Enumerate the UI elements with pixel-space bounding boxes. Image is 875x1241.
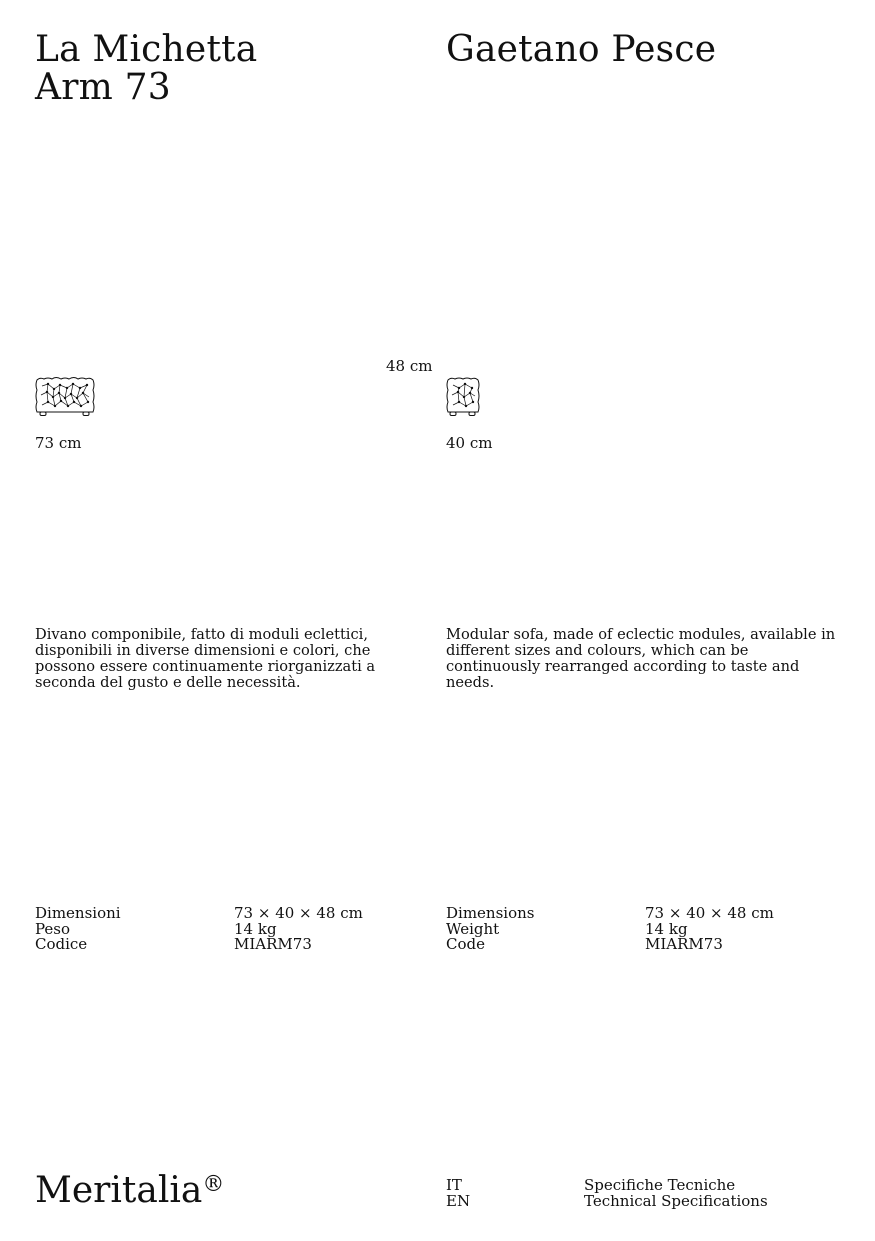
spec-row-dimensions	[35, 905, 435, 921]
designer-name: Gaetano Pesce	[446, 29, 717, 70]
spec-row-code	[446, 936, 846, 952]
depth-dimension-label: 40 cm	[446, 434, 493, 452]
specs-table-en	[446, 905, 846, 955]
spec-label: Code	[446, 935, 485, 953]
spec-value: 73 × 40 × 48 cm	[645, 904, 774, 922]
sofa-module-front-icon	[34, 376, 96, 418]
description-it: Divano componibile, fatto di moduli eclettici, disponibili in diverse dimensioni e colori, che possono essere continuamente riorganizzati a seconda del gusto e delle necessità.	[35, 626, 376, 691]
product-title	[35, 31, 257, 107]
language-label: Specifiche Tecniche	[584, 1176, 736, 1194]
description-en: Modular sofa, made of eclectic modules, available in different sizes and colours, which can be continuously rearranged according to taste and needs.	[446, 626, 836, 691]
brand-name: Meritalia	[35, 1170, 203, 1211]
footer-language-list	[446, 1177, 846, 1211]
footer-language-it	[446, 1177, 846, 1193]
spec-value: 73 × 40 × 48 cm	[234, 904, 363, 922]
brand-logo	[35, 1172, 224, 1210]
height-dimension-label: 48 cm	[386, 357, 433, 375]
spec-label: Peso	[35, 919, 71, 938]
product-model: Arm 73	[35, 67, 171, 108]
spec-value: MIARM73	[234, 935, 312, 953]
footer-language-en	[446, 1193, 846, 1209]
spec-label: Dimensions	[446, 904, 535, 922]
spec-value: 14 kg	[645, 919, 688, 938]
product-name: La Michetta	[35, 29, 258, 70]
spec-row-code	[35, 936, 435, 952]
spec-value: MIARM73	[645, 935, 723, 953]
width-dimension-label: 73 cm	[35, 434, 82, 452]
spec-value: 14 kg	[234, 919, 277, 938]
spec-label: Dimensioni	[35, 904, 121, 922]
language-code: IT	[446, 1176, 462, 1194]
specs-table-it	[35, 905, 435, 955]
language-label: Technical Specifications	[584, 1192, 768, 1210]
spec-row-dimensions	[446, 905, 846, 921]
spec-label: Codice	[35, 935, 88, 953]
registered-mark: ®	[202, 1172, 225, 1197]
sofa-module-side-icon	[445, 376, 481, 418]
language-code: EN	[446, 1192, 471, 1210]
spec-label: Weight	[446, 919, 500, 938]
